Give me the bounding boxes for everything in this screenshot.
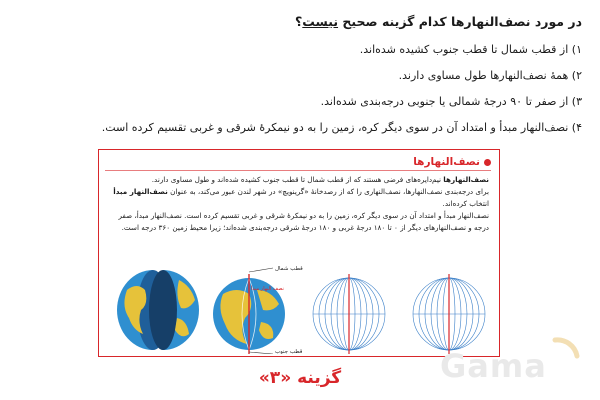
divider (105, 170, 491, 171)
watermark-arc-icon (551, 334, 581, 364)
paragraph-1: نصف‌النهارها نیم‌دایره‌های فرضی هستند که از قطب شمال تا قطب جنوب کشیده شده‌اند و طول مساوی دارند. (151, 175, 489, 184)
option-3[interactable]: ۳) از صفر تا ۹۰ درجهٔ شمالی یا جنوبی درجه‌بندی شده‌اند. (320, 95, 582, 108)
meridian-figures (103, 260, 497, 354)
split-globe-figure (117, 270, 199, 350)
globe-prime-meridian-figure (213, 266, 303, 354)
option-4[interactable]: ۴) نصف‌النهار مبدأ و امتداد آن در سوی دیگر کره، زمین را به دو نیمکرهٔ شرقی و غربی تقسیم کرده است. (101, 121, 582, 134)
bullet-icon (484, 159, 491, 166)
explanation-box (98, 149, 500, 357)
question-emphasis: نیست (302, 14, 339, 29)
question-text: در مورد نصف‌النهارها کدام گزینه صحیح نیست؟ (295, 14, 582, 29)
answer-text: گزینه «۳» (258, 368, 342, 388)
south-pole-label: قطب جنوب (275, 349, 303, 354)
meridian-grid-figure-2 (413, 274, 485, 354)
paragraph-3: نصف‌النهار مبدأ و امتداد آن در سوی دیگر کره، زمین را به دو نیمکرهٔ شرقی و غربی تقسیم کرده است. نصف‌النهار مبدأ، صفر درجه و نصف‌النهارهای دیگر از ۰ تا ۱۸۰ درجهٔ غربی و ۱۸۰ درجهٔ شرقی درجه‌بندی شده‌اند؛ زیرا محیط زمین ۳۶۰ درجه است. (118, 211, 489, 232)
meridian-grid-figure-1 (313, 274, 385, 354)
paragraph-2: برای درجه‌بندی نصف‌النهارها، نصف‌النهاری را که از رصدخانهٔ «گرینویچ» در شهر لندن عبور می‌کند، به عنوان نصف‌النهار مبدأ انتخاب کرده‌اند. (113, 187, 489, 208)
option-1[interactable]: ۱) از قطب شمال تا قطب جنوب کشیده شده‌اند. (359, 43, 582, 56)
box-header (413, 154, 491, 170)
option-2[interactable]: ۲) همهٔ نصف‌النهارها طول مساوی دارند. (398, 69, 582, 82)
watermark-logo: Gama (440, 347, 547, 385)
box-title: نصف‌النهارها (413, 156, 480, 168)
prime-meridian-label: نصف النهار مبدأ (251, 286, 284, 292)
options-list (12, 40, 582, 144)
north-pole-label: قطب شمال (275, 266, 303, 272)
box-text (109, 174, 489, 234)
